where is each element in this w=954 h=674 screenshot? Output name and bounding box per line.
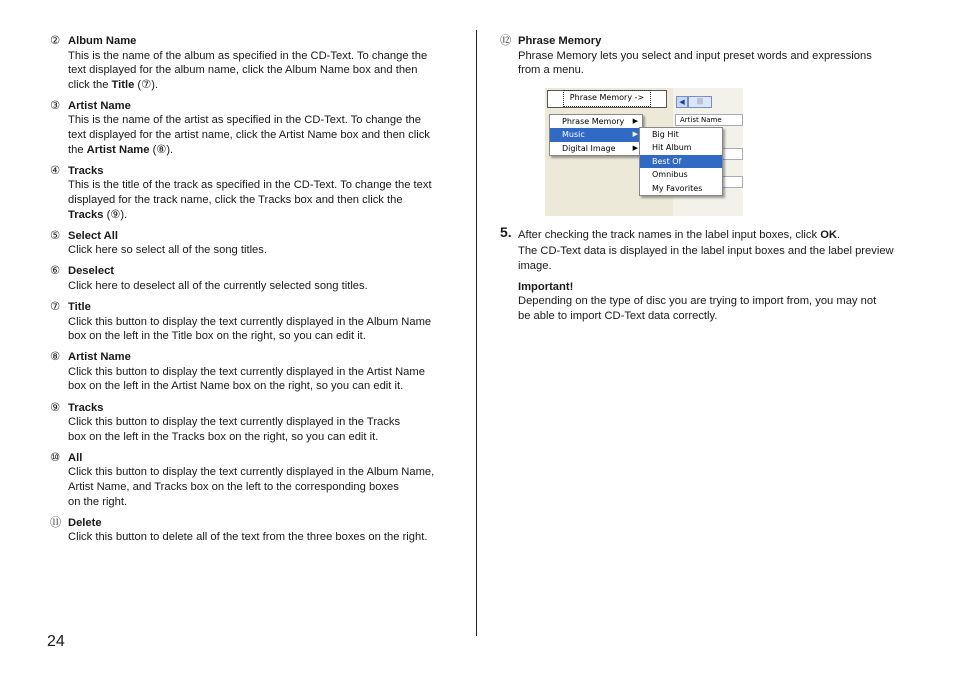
item-body: Click here to deselect all of the currently selected song titles. [68,279,368,292]
menu-item-omnibus[interactable]: Omnibus [652,170,688,180]
item-title: Artist Name [68,351,131,364]
item-tracks [50,164,460,222]
item-title: Album Name [68,35,137,47]
item-number: ⑨ [50,401,61,414]
submenu-arrow-icon: ▶ [632,130,638,139]
artist-name-field[interactable]: Artist Name [675,114,743,126]
item-number: ⑧ [50,351,61,364]
step-5 [500,223,910,324]
step-number: 5. [500,223,512,240]
item-select-all [50,229,460,258]
important-heading: Important! [518,280,574,293]
menu-item-my-favorites[interactable]: My Favorites [652,183,703,193]
item-number: ⑪ [50,516,62,529]
submenu-arrow-icon: ▶ [632,116,638,125]
menu-item-music[interactable]: Music ▶ [550,128,642,142]
page-number: 24 [47,633,65,650]
item-title: Tracks [68,164,104,177]
item-title [50,300,460,344]
item-body: Click this button to delete all of the text from the three boxes on the right. [68,531,428,544]
item-body: Click this button to display the text currently displayed in the Tracks box on the left in the Tracks box on the right, so you can edit it. [68,416,401,443]
item-number: ④ [50,164,61,177]
column-divider [476,30,477,636]
item-deselect [50,264,460,293]
item-delete [50,516,460,545]
item-title: Delete [68,516,102,529]
phrase-memory-button[interactable]: Phrase Memory -> [547,90,667,108]
item-number: ⑩ [50,451,61,464]
item-number: ⑫ [500,35,512,47]
menu-item-best-of[interactable]: Best Of [640,155,722,169]
item-number: ⑥ [50,265,61,278]
left-column [50,34,460,551]
item-body: This is the title of the track as specified in the CD-Text. To change the text displayed for the track name, click the Tracks box and then click the Tracks (⑨). [68,179,432,221]
item-number: ⑤ [50,229,61,242]
item-title: Deselect [68,265,115,278]
item-body: This is the name of the album as specified in the CD-Text. To change the text displayed for the album name, click the Album Name box and then click the Title (⑦). [68,49,428,91]
item-number: ② [50,35,61,47]
right-column [500,34,910,323]
item-title: Artist Name [68,99,131,112]
phrase-memory-screenshot [545,88,743,216]
item-number: ⑦ [50,301,61,313]
item-phrase-memory [500,34,910,78]
item-body: Click here so select all of the song titles. [68,244,267,257]
item-body: Click this button to display the text currently displayed in the Album Name, Artist Name, and Tracks box on the left to the corresponding boxes on the right. [68,466,435,508]
menu-item-phrase-memory[interactable]: Phrase Memory ▶ [550,115,642,129]
item-body: Click this button to display the text currently displayed in the Album Name box on the left in the Title box on the right, so you can edit it. [68,315,432,343]
item-title: All [68,451,83,464]
step-instruction: After checking the track names in the label input boxes, click OK. [518,228,841,241]
important-text: Depending on the type of disc you are trying to import from, you may not be able to import CD-Text data correctly. [518,295,877,322]
submenu [639,127,723,197]
item-tracks [50,401,460,445]
item-title: Phrase Memory [518,35,602,47]
item-title: Select All [68,229,118,242]
item-title: Title [68,301,91,313]
submenu-arrow-icon: ▶ [632,143,638,152]
scroll-left-icon[interactable]: ◀ [676,96,688,108]
menu-item-digital-image[interactable]: Digital Image ▶ [550,142,642,156]
item-body: Click this button to display the text currently displayed in the Artist Name box on the left in the Artist Name box on the right, so you can edit it. [68,365,425,393]
item-album-name [50,34,460,92]
item-body: This is the name of the artist as specified in the CD-Text. To change the text displayed for the artist name, click the Artist Name box and then click the Artist Name (⑧). [68,114,430,156]
item-title: Tracks [68,401,104,414]
menu-item-hit-album[interactable]: Hit Album [652,143,692,153]
item-all [50,451,460,509]
menu-item-big-hit[interactable]: Big Hit [652,129,679,139]
step-description: The CD-Text data is displayed in the label input boxes and the label preview image. [518,245,894,272]
item-artist-name [50,99,460,157]
item-body: Phrase Memory lets you select and input preset words and expressions from a menu. [518,49,872,77]
item-artist-name [50,350,460,394]
scroll-thumb[interactable]: ||| [688,96,712,108]
item-number: ③ [50,99,61,112]
context-menu [549,114,643,157]
